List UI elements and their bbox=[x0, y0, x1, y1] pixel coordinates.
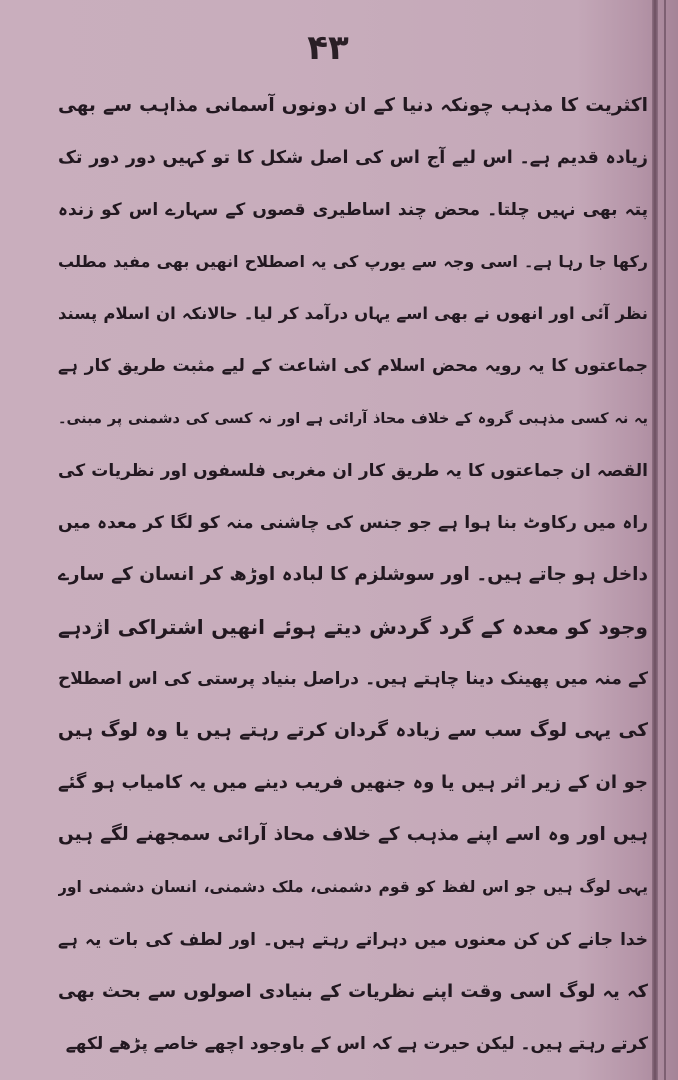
text-line: خدا جانے کن کن معنوں میں دہراتے رہتے ہیں۔ اور لطف کی بات یہ ہے bbox=[58, 929, 648, 950]
text-line: کی یہی لوگ سب سے زیادہ گردان کرتے رہتے ہیں یا وہ لوگ ہیں bbox=[58, 720, 648, 742]
text-line: وجود کو معدہ کے گرد گردش دیتے ہوئے انھیں اشتراکی اژدہے bbox=[58, 614, 648, 639]
text-line: کے منہ میں پھینک دینا چاہتے ہیں۔ دراصل بنیاد پرستی کی اس اصطلاح bbox=[58, 669, 648, 690]
text-line: کہ یہ لوگ اسی وقت اپنے نظریات کے بنیادی اصولوں سے بحث بھی bbox=[58, 980, 648, 1002]
text-line: القصہ ان جماعتوں کا یہ طریق کار ان مغربی فلسفوں اور نظریات کی bbox=[58, 460, 648, 481]
text-line: نظر آئی اور انھوں نے بھی اسے یہاں درآمد کر لیا۔ حالانکہ ان اسلام پسند bbox=[58, 304, 648, 324]
page-number: ۴۳ bbox=[307, 28, 349, 68]
text-line: پتہ بھی نہیں چلتا۔ محض چند اساطیری قصوں کے سہارے اس کو زندہ bbox=[58, 200, 648, 221]
text-line: ہیں اور وہ اسے اپنے مذہب کے خلاف محاذ آرائی سمجھنے لگے ہیں bbox=[58, 824, 648, 846]
text-line: جو ان کے زیر اثر ہیں یا وہ جنھیں فریب دینے میں یہ کامیاب ہو گئے bbox=[58, 772, 648, 794]
text-line: رکھا جا رہا ہے۔ اسی وجہ سے یورپ کی یہ اصطلاح انھیں بھی مفید مطلب bbox=[58, 252, 648, 272]
text-line: زیادہ قدیم ہے۔ اس لیے آج اس کی اصل شکل کا تو کہیں دور دور تک bbox=[58, 148, 648, 169]
text-line: اکثریت کا مذہب چونکہ دنیا کے ان دونوں آسمانی مذاہب سے بھی bbox=[58, 95, 648, 116]
body-text bbox=[58, 80, 648, 1070]
text-line: یہ نہ کسی مذہبی گروہ کے خلاف محاذ آرائی ہے اور نہ کسی کی دشمنی پر مبنی۔ bbox=[58, 410, 648, 427]
text-line: راہ میں رکاوٹ بنا ہوا ہے جو جنس کی چاشنی منہ کو لگا کر معدہ میں bbox=[58, 512, 648, 533]
text-line: یہی لوگ ہیں جو اس لفظ کو قوم دشمنی، ملک دشمنی، انسان دشمنی اور bbox=[58, 878, 648, 897]
binding-edge bbox=[664, 0, 666, 1080]
text-line: کرتے رہتے ہیں۔ لیکن حیرت ہے کہ اس کے باوجود اچھے خاصے پڑھے لکھے bbox=[65, 1033, 648, 1054]
text-line: جماعتوں کا یہ رویہ محض اسلام کی اشاعت کے لیے مثبت طریق کار ہے bbox=[58, 356, 648, 377]
text-line: داخل ہو جاتے ہیں۔ اور سوشلزم کا لبادہ اوڑھ کر انسان کے سارے bbox=[58, 563, 648, 585]
page-fold-shadow bbox=[652, 0, 658, 1080]
